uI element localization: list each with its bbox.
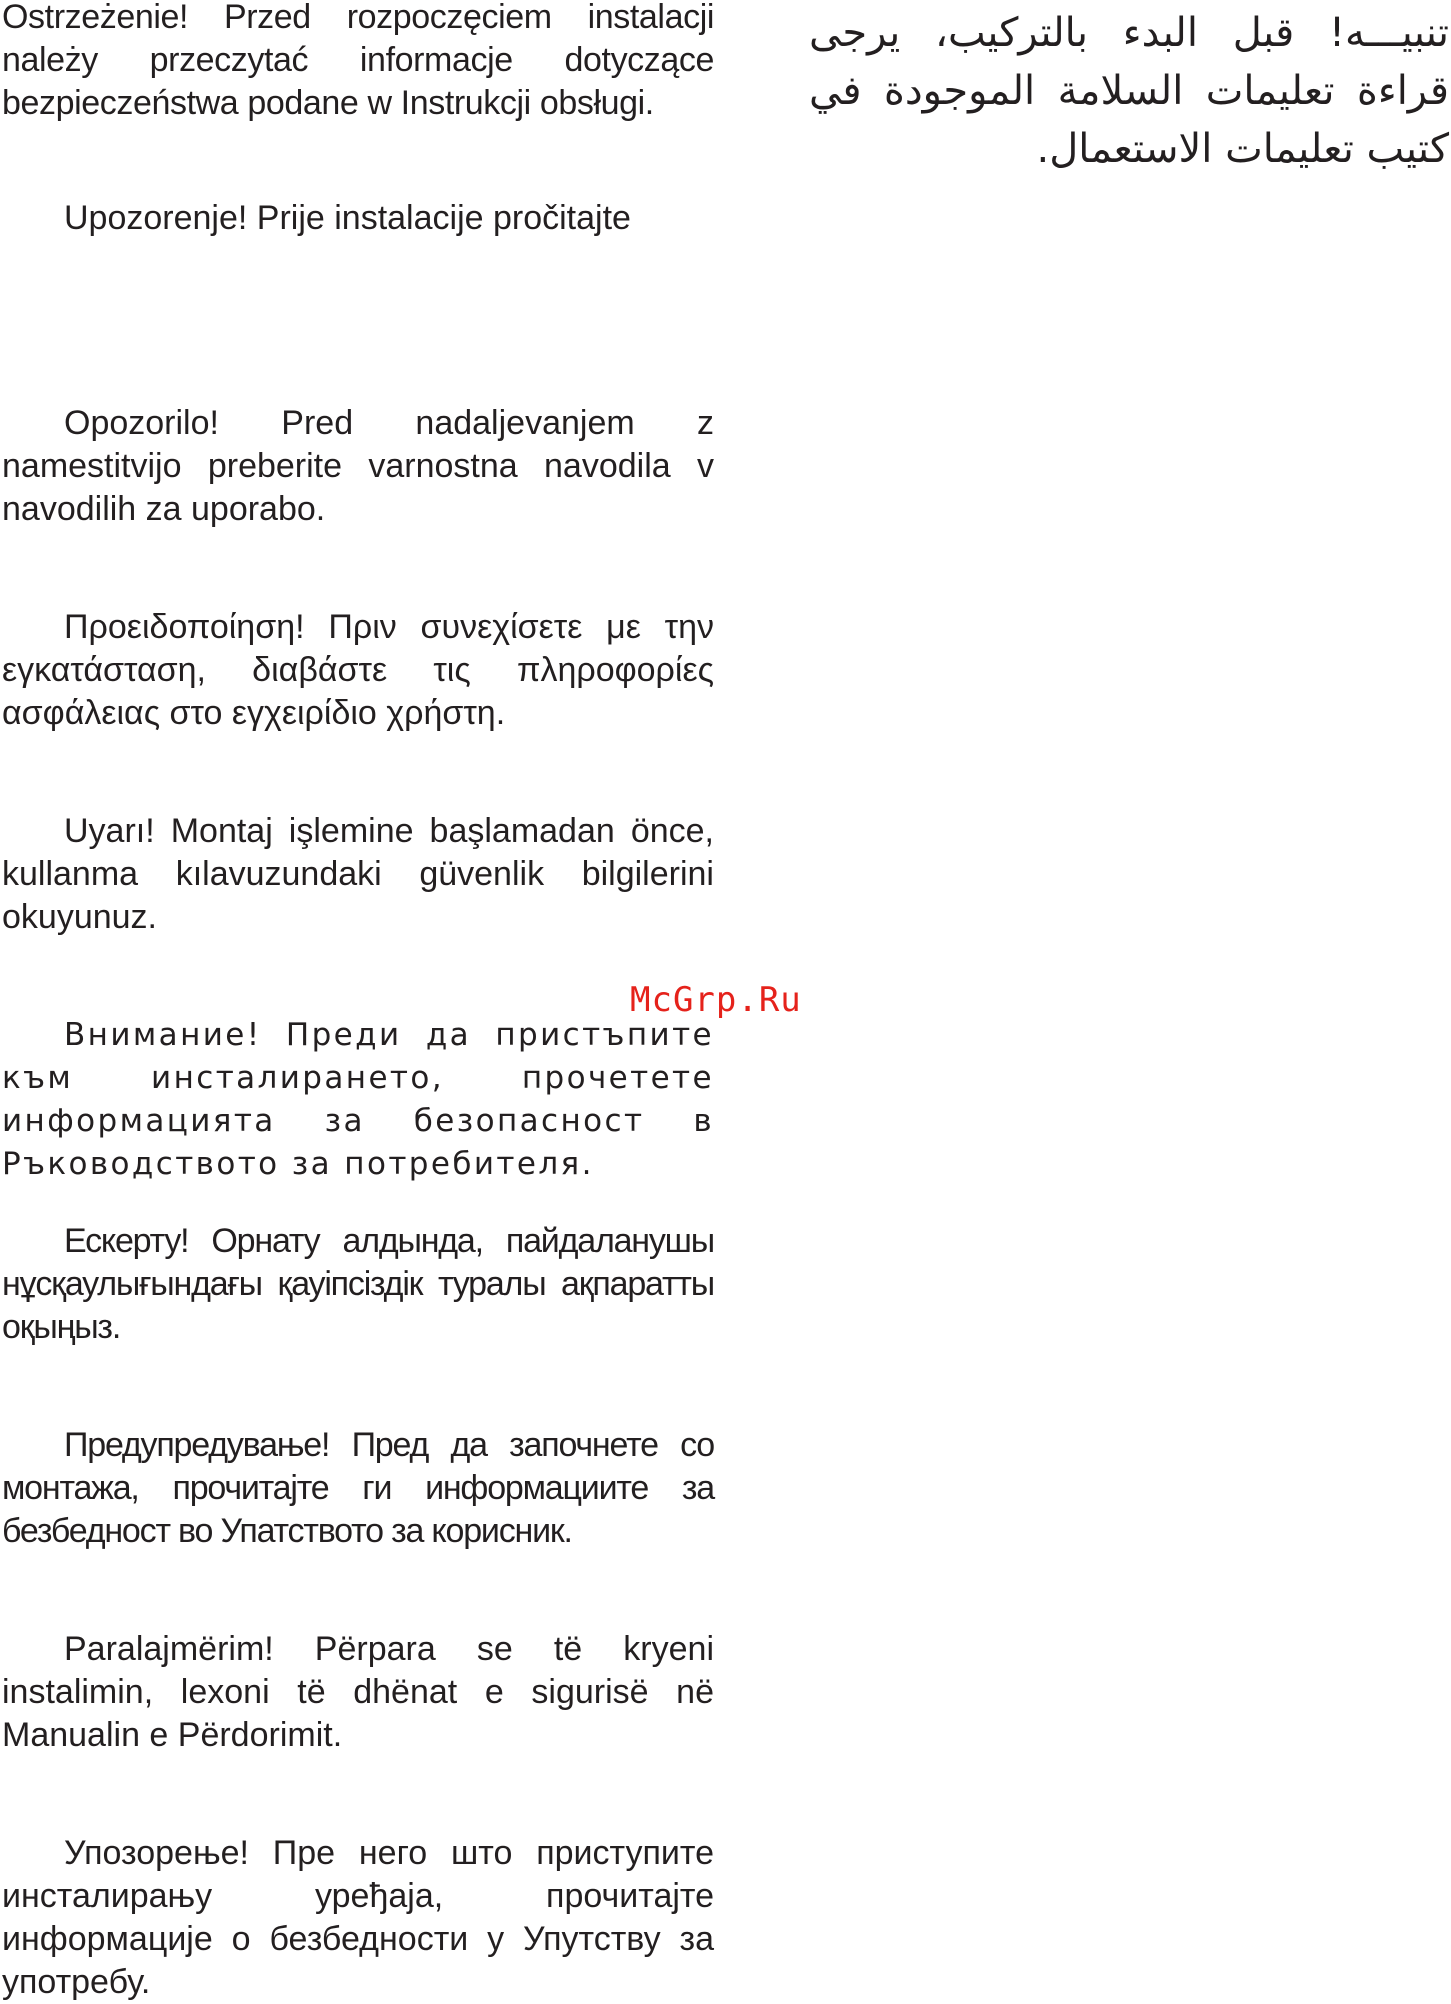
warning-paragraph-kazakh: Ескерту! Орнату алдында, пайдаланушы нұсқаулығындағы қауіпсіздік туралы ақпаратты оқыңыз. bbox=[2, 1222, 714, 1346]
warning-paragraph-slovenian: Opozorilo! Pred nadaljevanjem z namestitvijo preberite varnostna navodila v navodilih za uporabo. bbox=[2, 404, 714, 528]
warning-paragraph-albanian: Paralajmërim! Përpara se të kryeni instalimin, lexoni të dhënat e sigurisë në Manualin e Përdorimit. bbox=[2, 1630, 714, 1754]
watermark-text: McGrp.Ru bbox=[630, 980, 802, 1020]
warning-paragraph-macedonian: Предупредување! Пред да започнете со монтажа, прочитајте ги информациите за безбедност во Упатството за корисник. bbox=[2, 1426, 714, 1550]
warning-paragraph-turkish: Uyarı! Montaj işlemine başlamadan önce, kullanma kılavuzundaki güvenlik bilgilerini okuyunuz. bbox=[2, 812, 714, 936]
warning-paragraph-arabic: تنبيـــه! قبل البدء بالتركيب، يرجى قراءة تعليمات السلامة الموجودة في كتيب تعليمات الاستعمال. bbox=[809, 10, 1449, 172]
warning-paragraph-greek: Προειδοποίηση! Πριν συνεχίσετε με την εγκατάσταση, διαβάστε τις πληροφορίες ασφάλειας στο εγχειρίδιο χρήστη. bbox=[2, 608, 714, 732]
warning-paragraph-polish: Ostrzeżenie! Przed rozpoczęciem instalacji należy przeczytać informacje dotyczące bezpieczeństwa podane w Instrukcji obsługi. bbox=[2, 0, 714, 122]
warning-paragraph-croatian: Upozorenje! Prije instalacije pročitajte bbox=[64, 199, 631, 237]
warning-paragraph-serbian: Упозорење! Пре него што приступите инсталирању уређаја, прочитајте информације о безбедности у Упутству за употребу. bbox=[2, 1834, 714, 2001]
warning-paragraph-bulgarian: Внимание! Преди да пристъпите към инсталирането, прочетете информацията за безопасност в Ръководството за потребителя. bbox=[2, 1017, 714, 1182]
